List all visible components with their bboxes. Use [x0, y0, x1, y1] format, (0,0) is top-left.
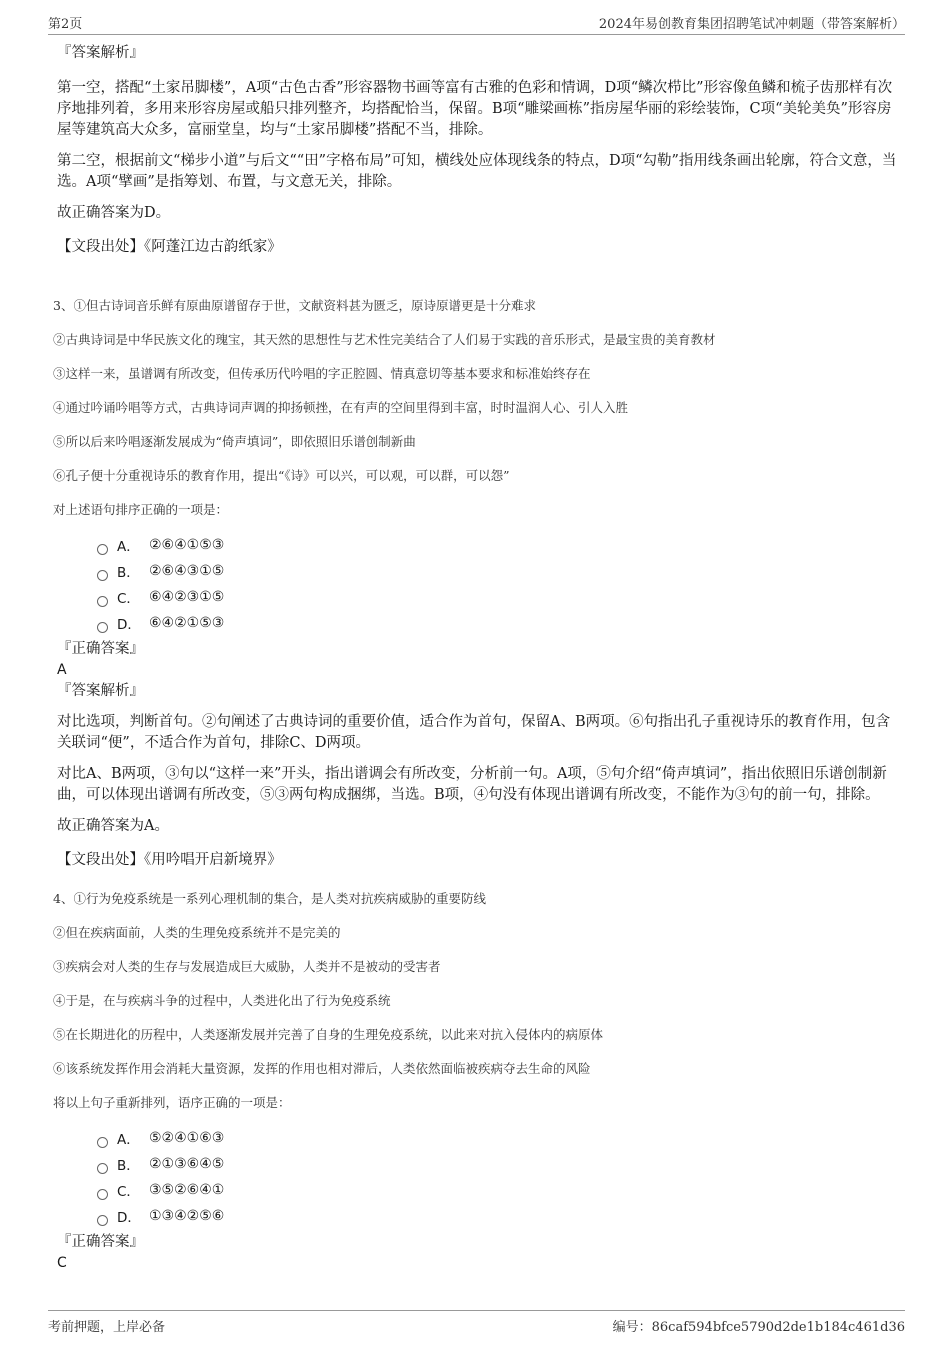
q4-line-4: ④于是，在与疾病斗争的过程中，人类进化出了行为免疫系统: [53, 993, 391, 1008]
q3-prompt: 对上述语句排序正确的一项是：: [53, 502, 229, 517]
q4-line-1: 4、①行为免疫系统是一系列心理机制的集合，是人类对抗疾病威胁的重要防线: [53, 891, 486, 906]
radio-icon[interactable]: [97, 544, 108, 555]
document-title: 2024年易创教育集团招聘笔试冲刺题（带答案解析）: [598, 17, 905, 32]
page-content: [53, 42, 897, 1273]
radio-icon[interactable]: [97, 596, 108, 607]
q4-answer-label: 『正确答案』: [57, 1234, 144, 1250]
q3-line-1: 3、①但古诗词音乐鲜有原曲原谱留存于世，文献资料甚为匮乏，原诗原谱更是十分难求: [53, 298, 536, 313]
page-header: [48, 10, 905, 35]
q3-line-2: ②古典诗词是中华民族文化的瑰宝，其天然的思想性与艺术性完美结合了人们易于实践的音乐形式，是最宝贵的美育教材: [53, 332, 716, 347]
q4-option-c[interactable]: C． ③⑤②⑥④①: [97, 1177, 897, 1203]
radio-icon[interactable]: [97, 570, 108, 581]
page-footer: [48, 1310, 905, 1335]
q3-option-d[interactable]: D． ⑥④②①⑤③: [97, 610, 897, 636]
q4-option-a[interactable]: A． ⑤②④①⑥③: [97, 1125, 897, 1151]
q3-line-6: ⑥孔子便十分重视诗乐的教育作用，提出“《诗》可以兴，可以观，可以群，可以怨”: [53, 468, 510, 483]
q2-source: 【文段出处】《阿蓬江边古韵纸家》: [57, 239, 282, 255]
q3-analysis-para-1: 对比选项，判断首句。②句阐述了古典诗词的重要价值，适合作为首句，保留A、B两项。⑥句指出孔子重视诗乐的教育作用，包含关联词“便”，不适合作为首句，排除C、D两项。: [57, 714, 891, 751]
page-number: 第2页: [48, 17, 83, 32]
q3-line-5: ⑤所以后来吟唱逐渐发展成为“倚声填词”，即依照旧乐谱创制新曲: [53, 434, 416, 449]
q3-answer-label: 『正确答案』: [57, 641, 144, 657]
q3-line-4: ④通过吟诵吟唱等方式，古典诗词声调的抑扬顿挫，在有声的空间里得到丰富，时时温润人心、引人入胜: [53, 400, 629, 415]
q3-option-c[interactable]: C． ⑥④②③①⑤: [97, 584, 897, 610]
q3-line-3: ③这样一来，虽谱调有所改变，但传承历代吟唱的字正腔圆、情真意切等基本要求和标准始终存在: [53, 366, 591, 381]
q4-line-5: ⑤在长期进化的历程中，人类逐渐发展并完善了自身的生理免疫系统，以此来对抗入侵体内的病原体: [53, 1027, 604, 1042]
q4-answer: C: [57, 1255, 67, 1271]
q3-options: [97, 532, 897, 636]
footer-slogan: 考前押题，上岸必备: [48, 1320, 166, 1335]
q4-options: [97, 1125, 897, 1229]
q3-analysis-para-2: 对比A、B两项，③句以“这样一来”开头，指出谱调会有所改变，分析前一句。A项，⑤句介绍“倚声填词”，指出依照旧乐谱创制新曲，可以体现出谱调有所改变，⑤③两句构成捆绑，当选。B项，④句没有体现出谱调有所改变，不能作为③句的前一句，排除。: [57, 766, 887, 803]
radio-icon[interactable]: [97, 622, 108, 633]
q3-answer: A: [57, 662, 67, 678]
q3-analysis-label: 『答案解析』: [57, 683, 144, 699]
q4-line-6: ⑥该系统发挥作用会消耗大量资源，发挥的作用也相对滞后，人类依然面临被疾病夺去生命的风险: [53, 1061, 591, 1076]
document-id: 编号：86caf594bfce5790d2de1b184c461d36: [612, 1320, 905, 1335]
q3-option-b[interactable]: B． ②⑥④③①⑤: [97, 558, 897, 584]
q2-analysis-para-1: 第一空，搭配“土家吊脚楼”，A项“古色古香”形容器物书画等富有古雅的色彩和情调，D项“鳞次栉比”形容像鱼鳞和梳子齿那样有次序地排列着，多用来形容房屋或船只排列整齐，均搭配恰当，保留。B项“雕梁画栋”指房屋华丽的彩绘装饰，C项“美轮美奂”形容房屋等建筑高大众多，富丽堂皇，均与“土家吊脚楼”搭配不当，排除。: [57, 80, 893, 138]
q2-analysis-conclusion: 故正确答案为D。: [57, 205, 171, 221]
radio-icon[interactable]: [97, 1163, 108, 1174]
radio-icon[interactable]: [97, 1137, 108, 1148]
question-3: [53, 296, 897, 871]
q4-line-3: ③疾病会对人类的生存与发展造成巨大威胁，人类并不是被动的受害者: [53, 959, 441, 974]
q4-option-b[interactable]: B． ②①③⑥④⑤: [97, 1151, 897, 1177]
q2-analysis-para-2: 第二空，根据前文“梯步小道”与后文““田”字格布局”可知，横线处应体现线条的特点，D项“勾勒”指用线条画出轮廓，符合文意，当选。A项“擘画”是指筹划、布置，与文意无关，排除。: [57, 153, 897, 190]
q3-source: 【文段出处】《用吟唱开启新境界》: [57, 852, 282, 868]
question-4: [53, 889, 897, 1273]
q3-option-a[interactable]: A． ②⑥④①⑤③: [97, 532, 897, 558]
q2-analysis-label: 『答案解析』: [57, 45, 144, 61]
q4-line-2: ②但在疾病面前，人类的生理免疫系统并不是完美的: [53, 925, 341, 940]
q4-prompt: 将以上句子重新排列，语序正确的一项是：: [53, 1095, 291, 1110]
radio-icon[interactable]: [97, 1189, 108, 1200]
radio-icon[interactable]: [97, 1215, 108, 1226]
q4-option-d[interactable]: D． ①③④②⑤⑥: [97, 1203, 897, 1229]
q3-analysis-conclusion: 故正确答案为A。: [57, 818, 169, 834]
